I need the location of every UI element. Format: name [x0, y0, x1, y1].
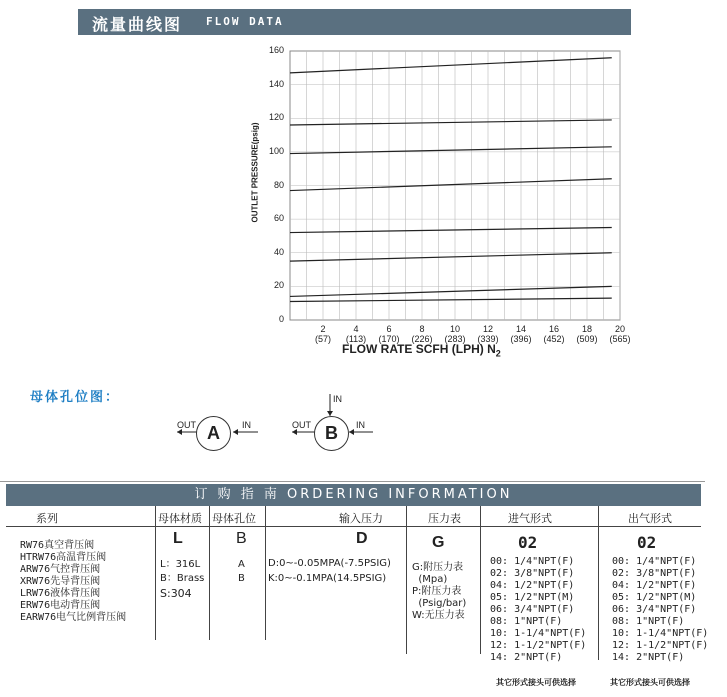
column-divider — [480, 506, 481, 654]
col-header-outlet: 出气形式 — [628, 512, 672, 525]
outlet-options — [612, 556, 708, 664]
pressure-code: D — [356, 530, 368, 547]
x-tick-label: 6 (170) — [378, 324, 400, 344]
port-options — [238, 558, 245, 586]
column-divider — [155, 506, 156, 640]
list-item: 14: 2"NPT(F) — [612, 652, 685, 663]
col-header-series: 系列 — [36, 512, 58, 525]
x-tick-label: 10 (283) — [444, 324, 466, 344]
gauge-code: G — [432, 534, 445, 551]
column-divider — [209, 506, 210, 640]
list-item: 02: 3/8"NPT(F) — [612, 568, 697, 579]
y-axis-label: OUTLET PRESSURE(psig) — [250, 122, 260, 223]
port-a-in-label: IN — [242, 420, 251, 430]
port-a-out-label: OUT — [177, 420, 196, 430]
col-header-inlet: 进气形式 — [508, 512, 552, 525]
list-item: EARW76电气比例背压阀 — [20, 612, 127, 623]
header-title-en: FLOW DATA — [206, 15, 284, 28]
gauge-options — [412, 562, 466, 622]
col-header-material: 母体材质 — [158, 512, 202, 525]
port-b-top-in-label: IN — [333, 394, 342, 404]
list-item: S:304 — [160, 587, 192, 600]
port-b-out-label: OUT — [292, 420, 311, 430]
column-divider — [598, 506, 599, 660]
list-item: P:附压力表 — [412, 586, 462, 597]
col-header-pressure: 输入压力 — [339, 512, 383, 525]
y-tick-label: 20 — [273, 280, 284, 291]
material-options — [160, 558, 204, 602]
y-tick-label: 100 — [268, 145, 284, 156]
list-item: 08: 1"NPT(F) — [612, 616, 685, 627]
column-divider — [406, 506, 407, 654]
list-item: 06: 3/4"NPT(F) — [490, 604, 575, 615]
y-tick-label: 60 — [273, 213, 284, 224]
inlet-code: 02 — [518, 533, 538, 552]
header-title-cn: 流量曲线图 — [92, 15, 183, 34]
list-item: G:附压力表 — [412, 562, 464, 573]
list-item: 12: 1-1/2"NPT(F) — [612, 640, 709, 651]
list-item: 05: 1/2"NPT(M) — [612, 592, 697, 603]
list-item: ERW76电动背压阀 — [20, 600, 101, 611]
x-tick-label: 4 (113) — [345, 324, 367, 344]
series-line-curve-8 — [290, 298, 612, 301]
list-item: D:0~-0.05MPA(-7.5PSIG) — [268, 558, 391, 569]
list-item: 05: 1/2"NPT(M) — [490, 592, 575, 603]
section-divider — [0, 481, 705, 482]
x-tick-label: 12 (339) — [477, 324, 499, 344]
x-tick-label: 16 (452) — [543, 324, 565, 344]
x-tick-label: 14 (396) — [510, 324, 532, 344]
list-item: (Mpa) — [412, 574, 448, 585]
list-item: 08: 1"NPT(F) — [490, 616, 563, 627]
list-item: 06: 3/4"NPT(F) — [612, 604, 697, 615]
x-tick-label: 20 (565) — [609, 324, 631, 344]
list-item: W:无压力表 — [412, 610, 465, 621]
series-line-curve-6 — [290, 253, 612, 261]
list-item: 12: 1-1/2"NPT(F) — [490, 640, 587, 651]
list-item: K:0~-0.1MPA(14.5PSIG) — [268, 573, 387, 584]
series-line-curve-4 — [290, 179, 612, 191]
arrow-left-icon — [349, 429, 354, 435]
x-tick-label: 8 (226) — [411, 324, 433, 344]
arrow-left-icon — [292, 429, 297, 435]
port-b-circle: B — [314, 416, 349, 451]
list-item: (Psig/bar) — [412, 598, 467, 609]
ordering-header: 订 购 指 南 ORDERING INFORMATION — [6, 484, 701, 506]
y-tick-label: 40 — [273, 246, 284, 257]
inlet-options — [490, 556, 586, 664]
port-b-in-label: IN — [356, 420, 365, 430]
port-code: B — [236, 530, 247, 547]
list-item: 04: 1/2"NPT(F) — [612, 580, 697, 591]
col-header-port: 母体孔位 — [212, 512, 256, 525]
col-header-gauge: 压力表 — [428, 512, 461, 525]
list-item: 14: 2"NPT(F) — [490, 652, 563, 663]
y-tick-label: 140 — [268, 78, 284, 89]
x-tick-label: 2 (57) — [314, 324, 331, 344]
x-axis-label: FLOW RATE SCFH (LPH) $N_2$ — [342, 342, 501, 359]
arrow-left-icon — [233, 429, 238, 435]
list-item: 10: 1-1/4"NPT(F) — [612, 628, 709, 639]
series-line-curve-1 — [290, 58, 612, 73]
y-tick-label: 80 — [273, 179, 284, 190]
list-item: 02: 3/8"NPT(F) — [490, 568, 575, 579]
y-tick-label: 0 — [278, 314, 284, 324]
list-item: A — [238, 559, 245, 570]
list-item: B：Brass — [160, 573, 205, 584]
series-line-curve-3 — [290, 147, 612, 154]
y-tick-label: 160 — [268, 45, 284, 55]
list-item: 00: 1/4"NPT(F) — [612, 556, 697, 567]
list-item: 04: 1/2"NPT(F) — [490, 580, 575, 591]
outlet-note: 其它形式接头可供选择 — [610, 678, 690, 687]
x-tick-label: 18 (509) — [576, 324, 598, 344]
series-line-curve-2 — [290, 120, 612, 125]
list-item: 00: 1/4"NPT(F) — [490, 556, 575, 567]
list-item: ARW76气控背压阀 — [20, 564, 101, 575]
series-line-curve-5 — [290, 228, 612, 233]
series-list — [20, 540, 126, 624]
list-item: B — [238, 573, 245, 584]
series-line-curve-7 — [290, 286, 612, 296]
list-item: RW76真空背压阀 — [20, 540, 95, 551]
column-divider — [265, 506, 266, 640]
table-header-rule — [6, 526, 701, 527]
list-item: 10: 1-1/4"NPT(F) — [490, 628, 587, 639]
y-tick-label: 120 — [268, 112, 284, 123]
inlet-note: 其它形式接头可供选择 — [496, 678, 576, 687]
list-item: LRW76液体背压阀 — [20, 588, 101, 599]
pressure-options — [268, 556, 391, 586]
material-code: L — [173, 530, 183, 547]
outlet-code: 02 — [637, 533, 657, 552]
port-section-title: 母体孔位图： — [30, 390, 121, 405]
list-item: L：316L — [160, 559, 201, 570]
list-item: XRW76先导背压阀 — [20, 576, 101, 587]
list-item: HTRW76高温背压阀 — [20, 552, 107, 563]
arrow-left-icon — [177, 429, 182, 435]
port-a-circle: A — [196, 416, 231, 451]
